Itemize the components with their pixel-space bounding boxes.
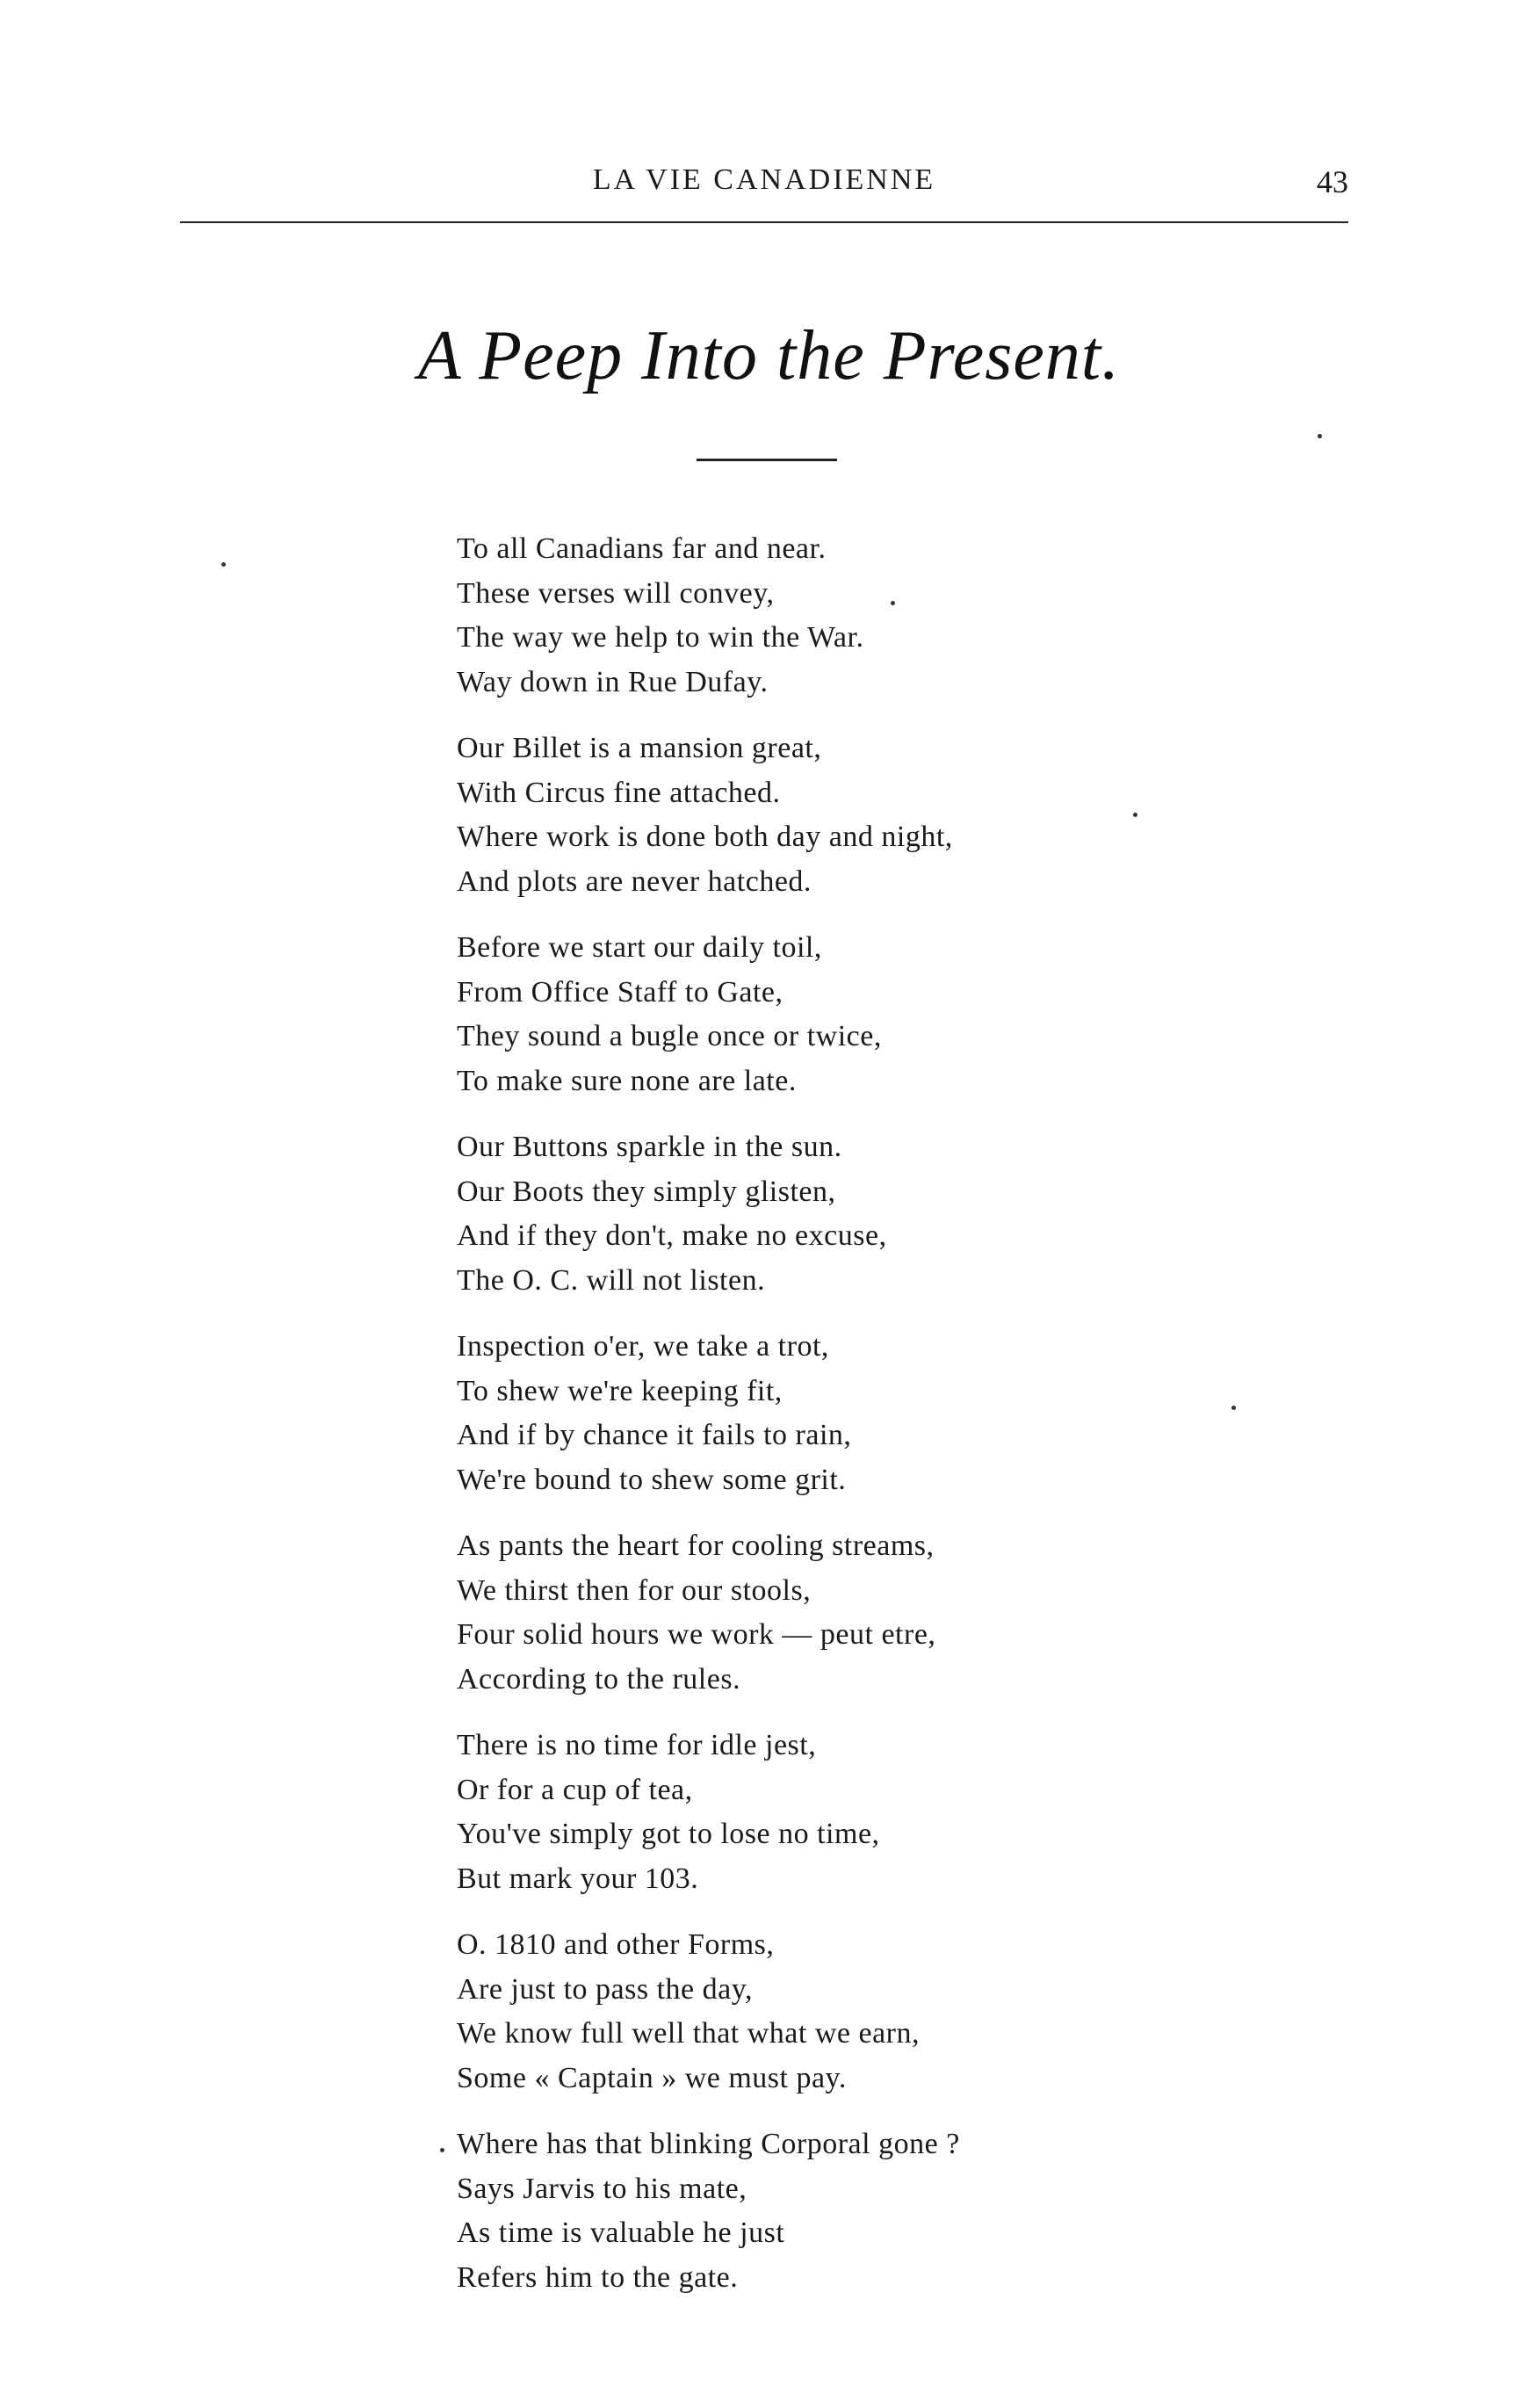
scan-speck bbox=[1318, 434, 1322, 438]
stanza bbox=[457, 727, 1212, 904]
poem-line: Some « Captain » we must pay. bbox=[457, 2061, 847, 2094]
stanza bbox=[457, 926, 1212, 1103]
poem-line: Inspection o'er, we take a trot, bbox=[457, 1330, 829, 1363]
poem-line: Where work is done both day and night, bbox=[457, 821, 953, 853]
poem-line: We know full well that what we earn, bbox=[457, 2017, 920, 2050]
stanza bbox=[457, 1524, 1212, 1702]
poem-line: And if they don't, make no excuse, bbox=[457, 1219, 887, 1252]
stanza bbox=[457, 1724, 1212, 1901]
poem-line: We thirst then for our stools, bbox=[457, 1573, 812, 1607]
poem-line: Way down in Rue Dufay. bbox=[457, 665, 769, 698]
scan-speck bbox=[221, 562, 226, 567]
poem-line: Refers him to the gate. bbox=[457, 2260, 739, 2294]
poem-line: To make sure none are late. bbox=[457, 1064, 797, 1097]
poem-line: With Circus fine attached. bbox=[457, 776, 781, 809]
poem-body bbox=[457, 527, 1212, 2322]
poem-line: Or for a cup of tea, bbox=[457, 1773, 693, 1806]
stanza bbox=[457, 1923, 1212, 2101]
poem-line: Our Boots they simply glisten, bbox=[457, 1175, 836, 1208]
header-rule bbox=[180, 221, 1348, 223]
scan-speck bbox=[440, 2148, 444, 2152]
poem-line: But mark your 103. bbox=[457, 1862, 699, 1895]
stanza bbox=[457, 1325, 1212, 1502]
poem-line: There is no time for idle jest, bbox=[457, 1729, 817, 1761]
journal-title: LA VIE CANADIENNE bbox=[592, 163, 936, 196]
poem-line: The O. C. will not listen. bbox=[457, 1263, 766, 1297]
stanza bbox=[457, 1125, 1212, 1303]
title-rule bbox=[697, 459, 837, 461]
poem-line: Our Buttons sparkle in the sun. bbox=[457, 1131, 842, 1163]
poem-line: O. 1810 and other Forms, bbox=[457, 1928, 775, 1961]
stanza bbox=[457, 527, 1212, 705]
running-head bbox=[180, 163, 1348, 207]
poem-line: Are just to pass the day, bbox=[457, 1972, 754, 2006]
poem-line: As pants the heart for cooling streams, bbox=[457, 1529, 935, 1562]
scan-speck bbox=[891, 601, 895, 605]
poem-line: To all Canadians far and near. bbox=[457, 532, 827, 565]
poem-line: These verses will convey, bbox=[457, 576, 775, 610]
poem-line: They sound a bugle once or twice, bbox=[457, 1020, 882, 1052]
scan-speck bbox=[1231, 1406, 1236, 1410]
poem-line: Says Jarvis to his mate, bbox=[457, 2172, 747, 2205]
poem-line: From Office Staff to Gate, bbox=[457, 975, 783, 1009]
poem-line: And plots are never hatched. bbox=[457, 864, 812, 898]
poem-line: Before we start our daily toil, bbox=[457, 931, 822, 964]
poem-line: We're bound to shew some grit. bbox=[457, 1463, 847, 1496]
poem-title: A Peep Into the Present. bbox=[417, 317, 1121, 394]
stanza bbox=[457, 2122, 1212, 2300]
poem-line: To shew we're keeping fit, bbox=[457, 1374, 783, 1407]
poem-line: Four solid hours we work — peut etre, bbox=[457, 1618, 936, 1651]
poem-line: As time is valuable he just bbox=[457, 2216, 785, 2249]
poem-line: Our Billet is a mansion great, bbox=[457, 732, 822, 764]
poem-line: According to the rules. bbox=[457, 1662, 741, 1696]
poem-line: You've simply got to lose no time, bbox=[457, 1818, 880, 1850]
poem-line: Where has that blinking Corporal gone ? bbox=[457, 2128, 960, 2160]
page-number: 43 bbox=[1317, 164, 1348, 199]
scan-speck bbox=[1133, 813, 1137, 817]
poem-line: The way we help to win the War. bbox=[457, 621, 864, 654]
poem-line: And if by chance it fails to rain, bbox=[457, 1419, 852, 1451]
